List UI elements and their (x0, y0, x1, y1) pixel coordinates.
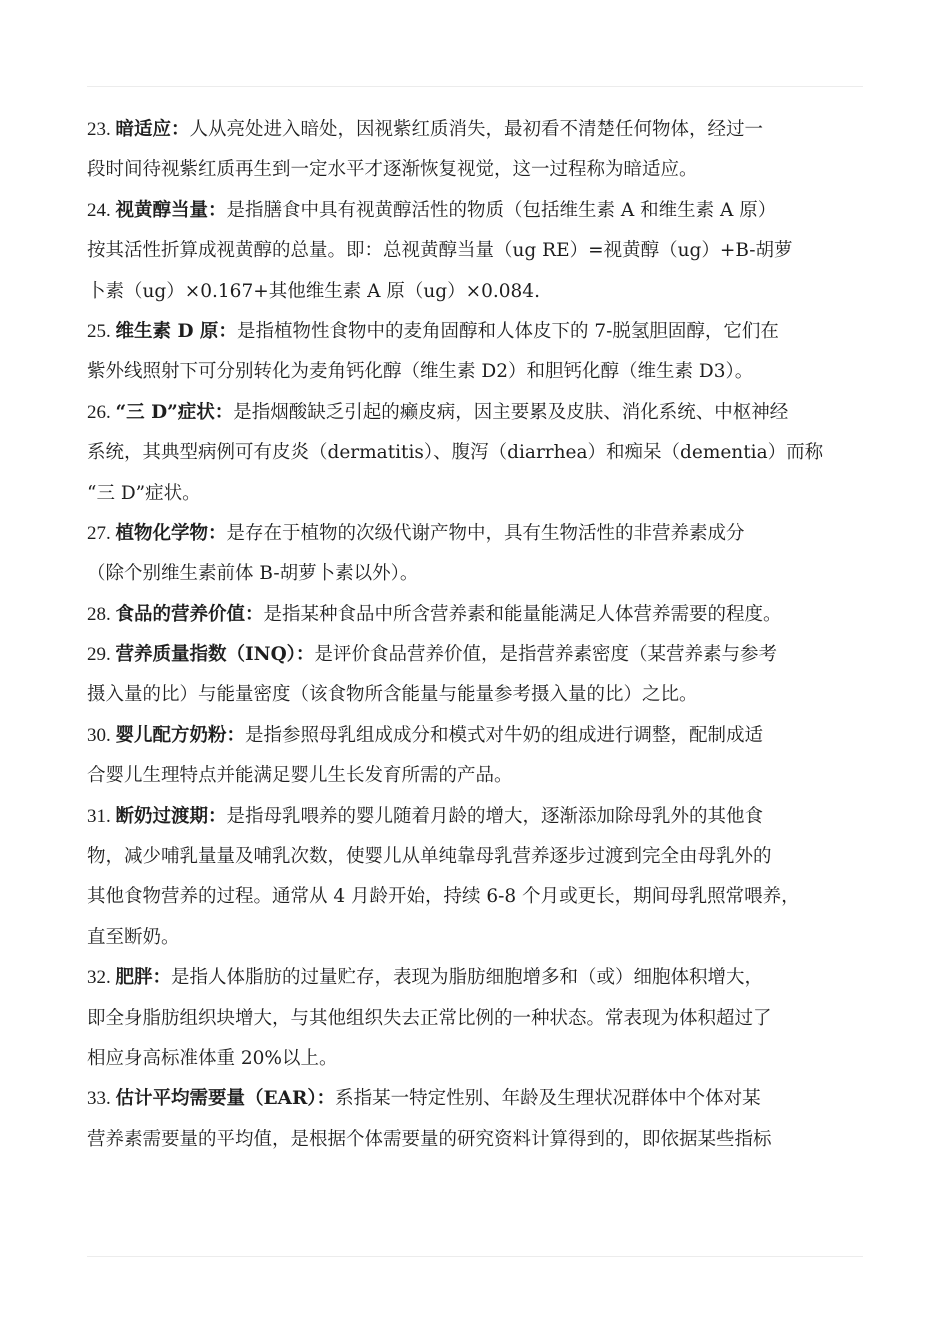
entry-text: 系指某一特定性别、年龄及生理状况群体中个体对某 (335, 1088, 761, 1110)
entry-line: 摄入量的比）与能量密度（该食物所含能量与能量参考摄入量的比）之比。 (87, 684, 698, 706)
entry-line: 紫外线照射下可分别转化为麦角钙化醇（维生素 D2）和胆钙化醇（维生素 D3）。 (87, 361, 754, 383)
entry-number: 32. (87, 967, 116, 989)
entry-line: （除个别维生素前体 B-胡萝卜素以外）。 (87, 563, 419, 585)
definition-32 (87, 958, 887, 1079)
entry-term: 植物化学物： (115, 522, 227, 544)
entry-term: 估计平均需要量（EAR）： (115, 1088, 336, 1110)
entry-line: 营养素需要量的平均值，是根据个体需要量的研究资料计算得到的，即依据某些指标 (87, 1128, 772, 1150)
entry-number: 33. (87, 1088, 116, 1110)
entry-number: 30. (87, 724, 116, 746)
entry-term: 断奶过渡期： (115, 805, 227, 827)
entry-line: 卜素（ug）×0.167+其他维生素 A 原（ug）×0.084. (87, 280, 540, 302)
entry-line: 合婴儿生理特点并能满足婴儿生长发育所需的产品。 (87, 765, 513, 787)
entry-text: 人从亮处进入暗处，因视紫红质消失，最初看不清楚任何物体，经过一 (189, 119, 764, 140)
definition-23 (87, 110, 887, 191)
entry-text: 是指某种食品中所含营养素和能量能满足人体营养需要的程度。 (263, 603, 782, 625)
entry-term: 暗适应： (115, 119, 190, 140)
entry-line (87, 191, 887, 231)
definition-27 (87, 514, 887, 595)
definition-28 (87, 595, 887, 635)
entry-line (87, 635, 887, 675)
definition-26 (87, 393, 887, 514)
entry-term: 婴儿配方奶粉： (115, 724, 246, 746)
entry-text: 是指参照母乳组成成分和模式对牛奶的组成进行调整，配制成适 (245, 724, 764, 746)
entry-text: 是指膳食中具有视黄醇活性的物质（包括维生素 A 和维生素 A 原） (226, 199, 777, 221)
entry-line: 物，减少哺乳量量及哺乳次数，使婴儿从单纯靠母乳营养逐步过渡到完全由母乳外的 (87, 846, 772, 868)
definition-31 (87, 797, 887, 959)
entry-text: 是指烟酸缺乏引起的癞皮病，因主要累及皮肤、消化系统、中枢神经 (233, 401, 789, 423)
document-body (87, 110, 887, 1160)
entry-number: 27. (87, 522, 116, 544)
entry-term: “三 D”症状： (115, 401, 234, 423)
definition-25 (87, 312, 887, 393)
entry-line: 直至断奶。 (87, 926, 180, 948)
definition-29 (87, 635, 887, 716)
entry-line (87, 312, 887, 352)
entry-term: 维生素 D 原： (115, 320, 237, 342)
entry-term: 营养质量指数（INQ）： (115, 644, 315, 666)
entry-number: 24. (87, 199, 116, 221)
entry-text: 是指人体脂肪的过量贮存，表现为脂肪细胞增多和（或）细胞体积增大， (171, 967, 764, 989)
entry-number: 29. (87, 644, 116, 666)
entry-line (87, 716, 887, 756)
entry-line (87, 514, 887, 554)
entry-text: 是评价食品营养价值，是指营养素密度（某营养素与参考 (314, 644, 777, 666)
entry-line (87, 110, 887, 150)
definition-24 (87, 191, 887, 312)
entry-number: 23. (87, 119, 116, 140)
entry-line (87, 797, 887, 837)
entry-line (87, 1079, 887, 1119)
entry-term: 视黄醇当量： (115, 199, 227, 221)
entry-line: 按其活性折算成视黄醇的总量。即：总视黄醇当量（ug RE）=视黄醇（ug）+B-胡萝 (87, 240, 793, 262)
entry-number: 28. (87, 603, 116, 625)
entry-term: 肥胖： (115, 967, 172, 989)
entry-number: 25. (87, 320, 116, 342)
entry-line (87, 958, 887, 998)
entry-text: 是存在于植物的次级代谢产物中，具有生物活性的非营养素成分 (226, 522, 745, 544)
footer-rule (87, 1256, 863, 1257)
entry-term: 食品的营养价值： (115, 603, 264, 625)
entry-line (87, 595, 887, 635)
entry-line: 即全身脂肪组织块增大，与其他组织失去正常比例的一种状态。常表现为体积超过了 (87, 1007, 772, 1029)
definition-30 (87, 716, 887, 797)
entry-line: 系统，其典型病例可有皮炎（dermatitis）、腹泻（diarrhea）和痴呆（dementia）而称 (87, 442, 824, 464)
definition-33 (87, 1079, 887, 1160)
entry-line: “三 D”症状。 (87, 482, 201, 504)
entry-text: 是指母乳喂养的婴儿随着月龄的增大，逐渐添加除母乳外的其他食 (226, 805, 764, 827)
entry-number: 31. (87, 805, 116, 827)
entry-line (87, 393, 887, 433)
entry-number: 26. (87, 401, 116, 423)
entry-text: 是指植物性食物中的麦角固醇和人体皮下的 7-脱氢胆固醇，它们在 (236, 320, 779, 342)
entry-line: 相应身高标准体重 20%以上。 (87, 1047, 338, 1069)
entry-line: 段时间待视紫红质再生到一定水平才逐渐恢复视觉，这一过程称为暗适应。 (87, 159, 698, 181)
entry-line: 其他食物营养的过程。通常从 4 月龄开始，持续 6-8 个月或更长，期间母乳照常喂养， (87, 886, 800, 908)
header-rule (87, 86, 863, 87)
